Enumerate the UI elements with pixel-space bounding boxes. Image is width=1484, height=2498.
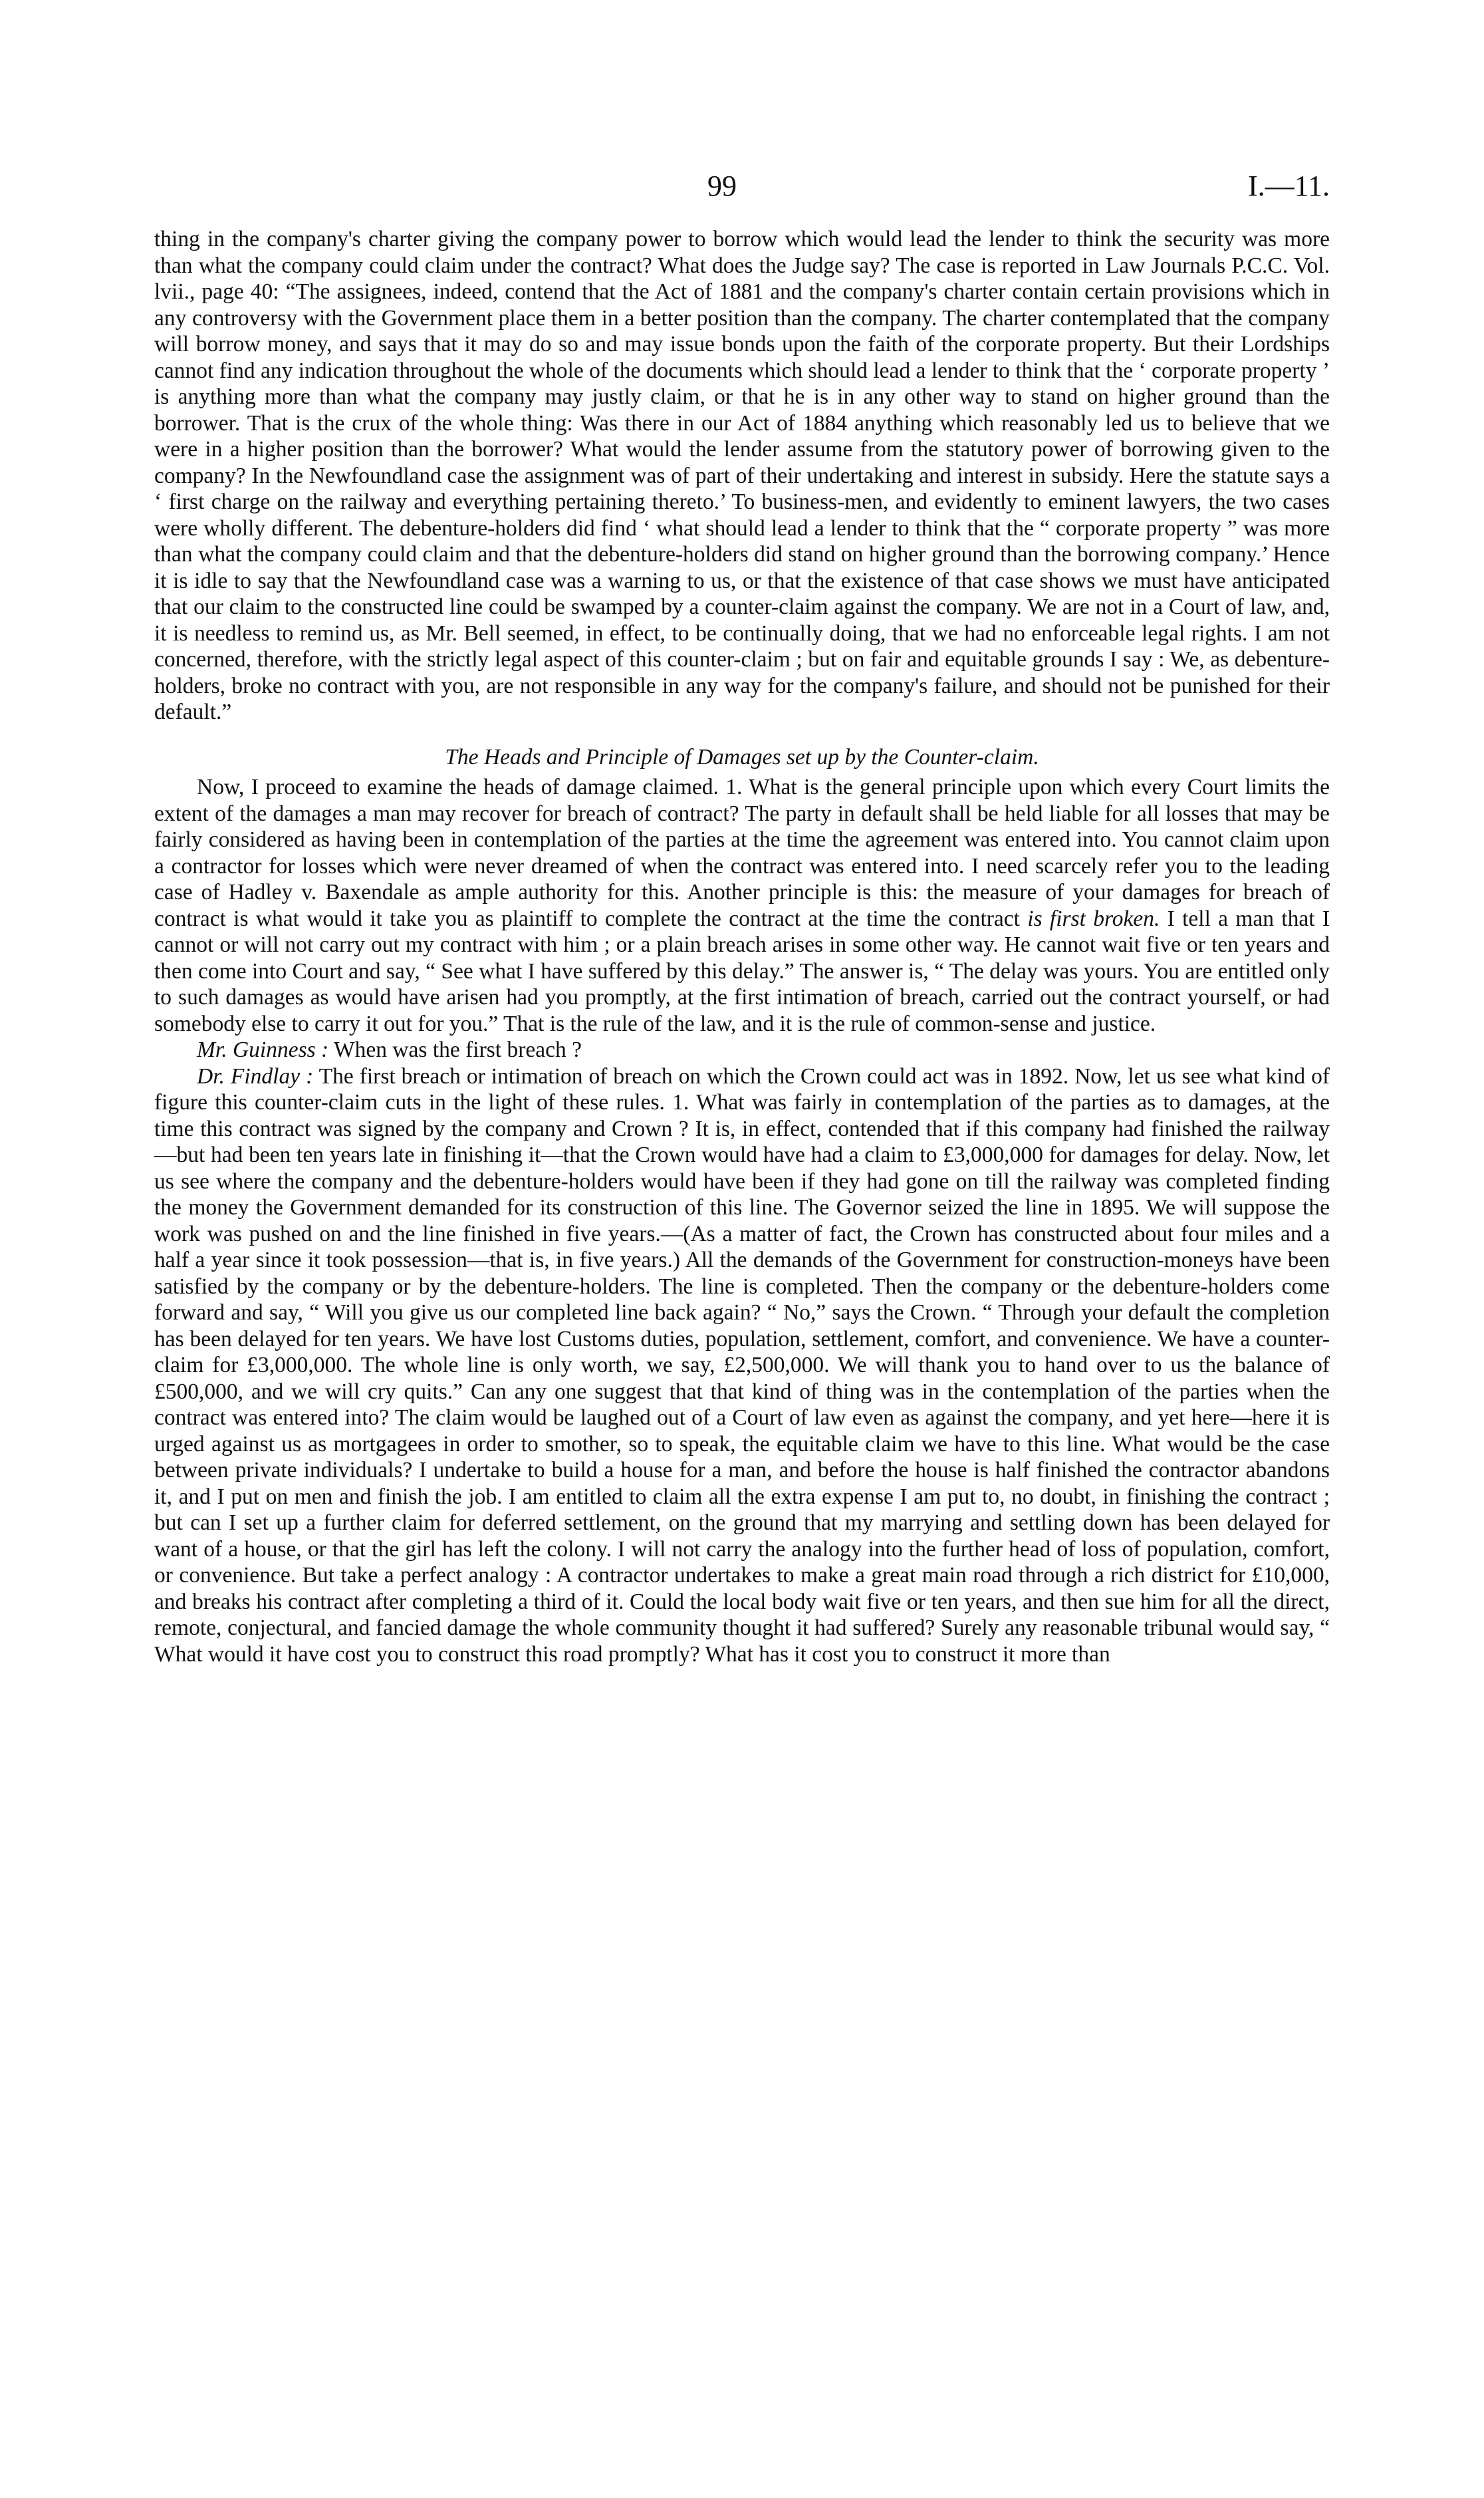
speaker-text: When was the first breach ?	[333, 1038, 582, 1062]
paragraph-findlay	[154, 1063, 1330, 1668]
document-page	[154, 166, 1330, 1667]
speaker-text: The first breach or intimation of breach on which the Crown could act was in 1892. Now, let us see what kind of figure this counter-claim cuts in the light of these rules. 1. What was fairly in contemplation of the parties as to damages, at the time this contract was signed by the company and Crown ? It is, in effect, contended that if this company had finished the railway—but had been ten years late in finishing it—that the Crown would have had a claim to £3,000,000 for damages for delay. Now, let us see where the company and the debenture-holders would have been if they had gone on till the railway was completed finding the money the Government demanded for its construction of this line. The Governor seized the line in 1895. We will suppose the work was pushed on and the line finished in five years.—(As a matter of fact, the Crown has constructed about four miles and a half a year since it took possession—that is, in five years.) All the demands of the Government for construction-moneys have been satisfied by the company or by the debenture-holders. The line is completed. Then the company or the debenture-holders come forward and say, “ Will you give us our completed line back again? “ No,” says the Crown. “ Through your default the completion has been delayed for ten years. We have lost Customs duties, population, settlement, comfort, and convenience. We have a counter-claim for £3,000,000. The whole line is only worth, we say, £2,500,000. We will thank you to hand over to us the balance of £500,000, and we will cry quits.” Can any one suggest that that kind of thing was in the contemplation of the parties when the contract was entered into? The claim would be laughed out of a Court of law even as against the company, and yet here—here it is urged against us as mortgagees in order to smother, so to speak, the equitable claim we have to this line. What would be the case between private individuals? I undertake to build a house for a man, and before the house is half finished the contractor abandons it, and I put on men and finish the job. I am entitled to claim all the extra expense I am put to, no doubt, in finishing the contract ; but can I set up a further claim for deferred settlement, on the ground that my marrying and settling down has been delayed for want of a house, or that the girl has left the colony. I will not carry the analogy into the further head of loss of population, comfort, or convenience. But take a perfect analogy : A contractor undertakes to make a great main road through a rich district for £10,000, and breaks his contract after completing a third of it. Could the local body wait five or ten years, and then sue him for all the direct, remote, conjectural, and fancied damage the whole community thought it had suffered? Surely any reasonable tribunal would say, “ What would it have cost you to construct this road promptly? What has it cost you to construct it more than	[154, 1063, 1330, 1667]
document-reference: I.—11.	[1247, 170, 1330, 202]
paragraph-heads-of-damage	[154, 774, 1330, 1037]
speaker-name: Mr. Guinness :	[197, 1038, 329, 1062]
body-text	[154, 226, 1330, 1667]
paragraph-text: Now, I proceed to examine the heads of damage claimed. 1. What is the general principle upon which every Court limits the extent of the damages a man may recover for breach of contract? The party in default shall be held liable for all losses that may be fairly considered as having been in contemplation of the parties at the time the agreement was entered into. You cannot claim upon a contractor for losses which were never dreamed of when the contract was entered into. I need scarcely refer you to the leading case of Hadley v. Baxendale as ample authority for this. Another principle is this: the measure of your damages for breach of contract is what would it take you as plaintiff to complete the contract at the time the contract	[154, 775, 1330, 931]
paragraph-text: I tell a man that I cannot or will not carry out my contract with him ; or a plain breach arises in some other way. He cannot wait five or ten years and then come into Court and say, “ See what I have suffered by this delay.” The answer is, “ The delay was yours. You are entitled only to such damages as would have arisen had you promptly, at the first intimation of breach, carried out the contract yourself, or had somebody else to carry it out for you.” That is the rule of the law, and it is the rule of common-sense and justice.	[154, 906, 1330, 1036]
section-heading: The Heads and Principle of Damages set up by the Counter-claim.	[445, 744, 1039, 769]
page-header	[154, 166, 1330, 206]
paragraph-guinness	[154, 1037, 1330, 1063]
emphasis-text: is first broken.	[1027, 906, 1160, 931]
page-number: 99	[707, 170, 737, 202]
speaker-name: Dr. Findlay :	[197, 1063, 314, 1089]
paragraph-continuation: thing in the company's charter giving the company power to borrow which would lead the lender to think the security was more than what the company could claim under the contract? What does the Judge say? The case is reported in Law Journals P.C.C. Vol. lvii., page 40: “The assignees, indeed, contend that the Act of 1881 and the company's charter contain certain provisions which in any controversy with the Government place them in a better position than the company. The charter contemplated that the company will borrow money, and says that it may do so and may issue bonds upon the faith of the corporate property. But their Lordships cannot find any indication throughout the whole of the documents which should lead a lender to think that the ‘ corporate property ’ is anything more than what the company may justly claim, or that he is in any other way to stand on higher ground than the borrower. That is the crux of the whole thing: Was there in our Act of 1884 anything which reasonably led us to believe that we were in a higher position than the borrower? What would the lender assume from the statutory power of borrowing given to the company? In the Newfoundland case the assignment was of part of their undertaking and interest in subsidy. Here the statute says a ‘ first charge on the railway and everything pertaining thereto.’ To business-men, and evidently to eminent lawyers, the two cases were wholly different. The debenture-holders did find ‘ what should lead a lender to think that the “ corporate property ” was more than what the company could claim and that the debenture-holders did stand on higher ground than the borrowing company.’ Hence it is idle to say that the Newfoundland case was a warning to us, or that the existence of that case shows we must have anticipated that our claim to the constructed line could be swamped by a counter-claim against the company. We are not in a Court of law, and, it is needless to remind us, as Mr. Bell seemed, in effect, to be continually doing, that we had no enforceable legal rights. I am not concerned, therefore, with the strictly legal aspect of this counter-claim ; but on fair and equitable grounds I say : We, as debenture-holders, broke no contract with you, are not responsible in any way for the company's failure, and should not be punished for their default.”	[154, 227, 1330, 724]
